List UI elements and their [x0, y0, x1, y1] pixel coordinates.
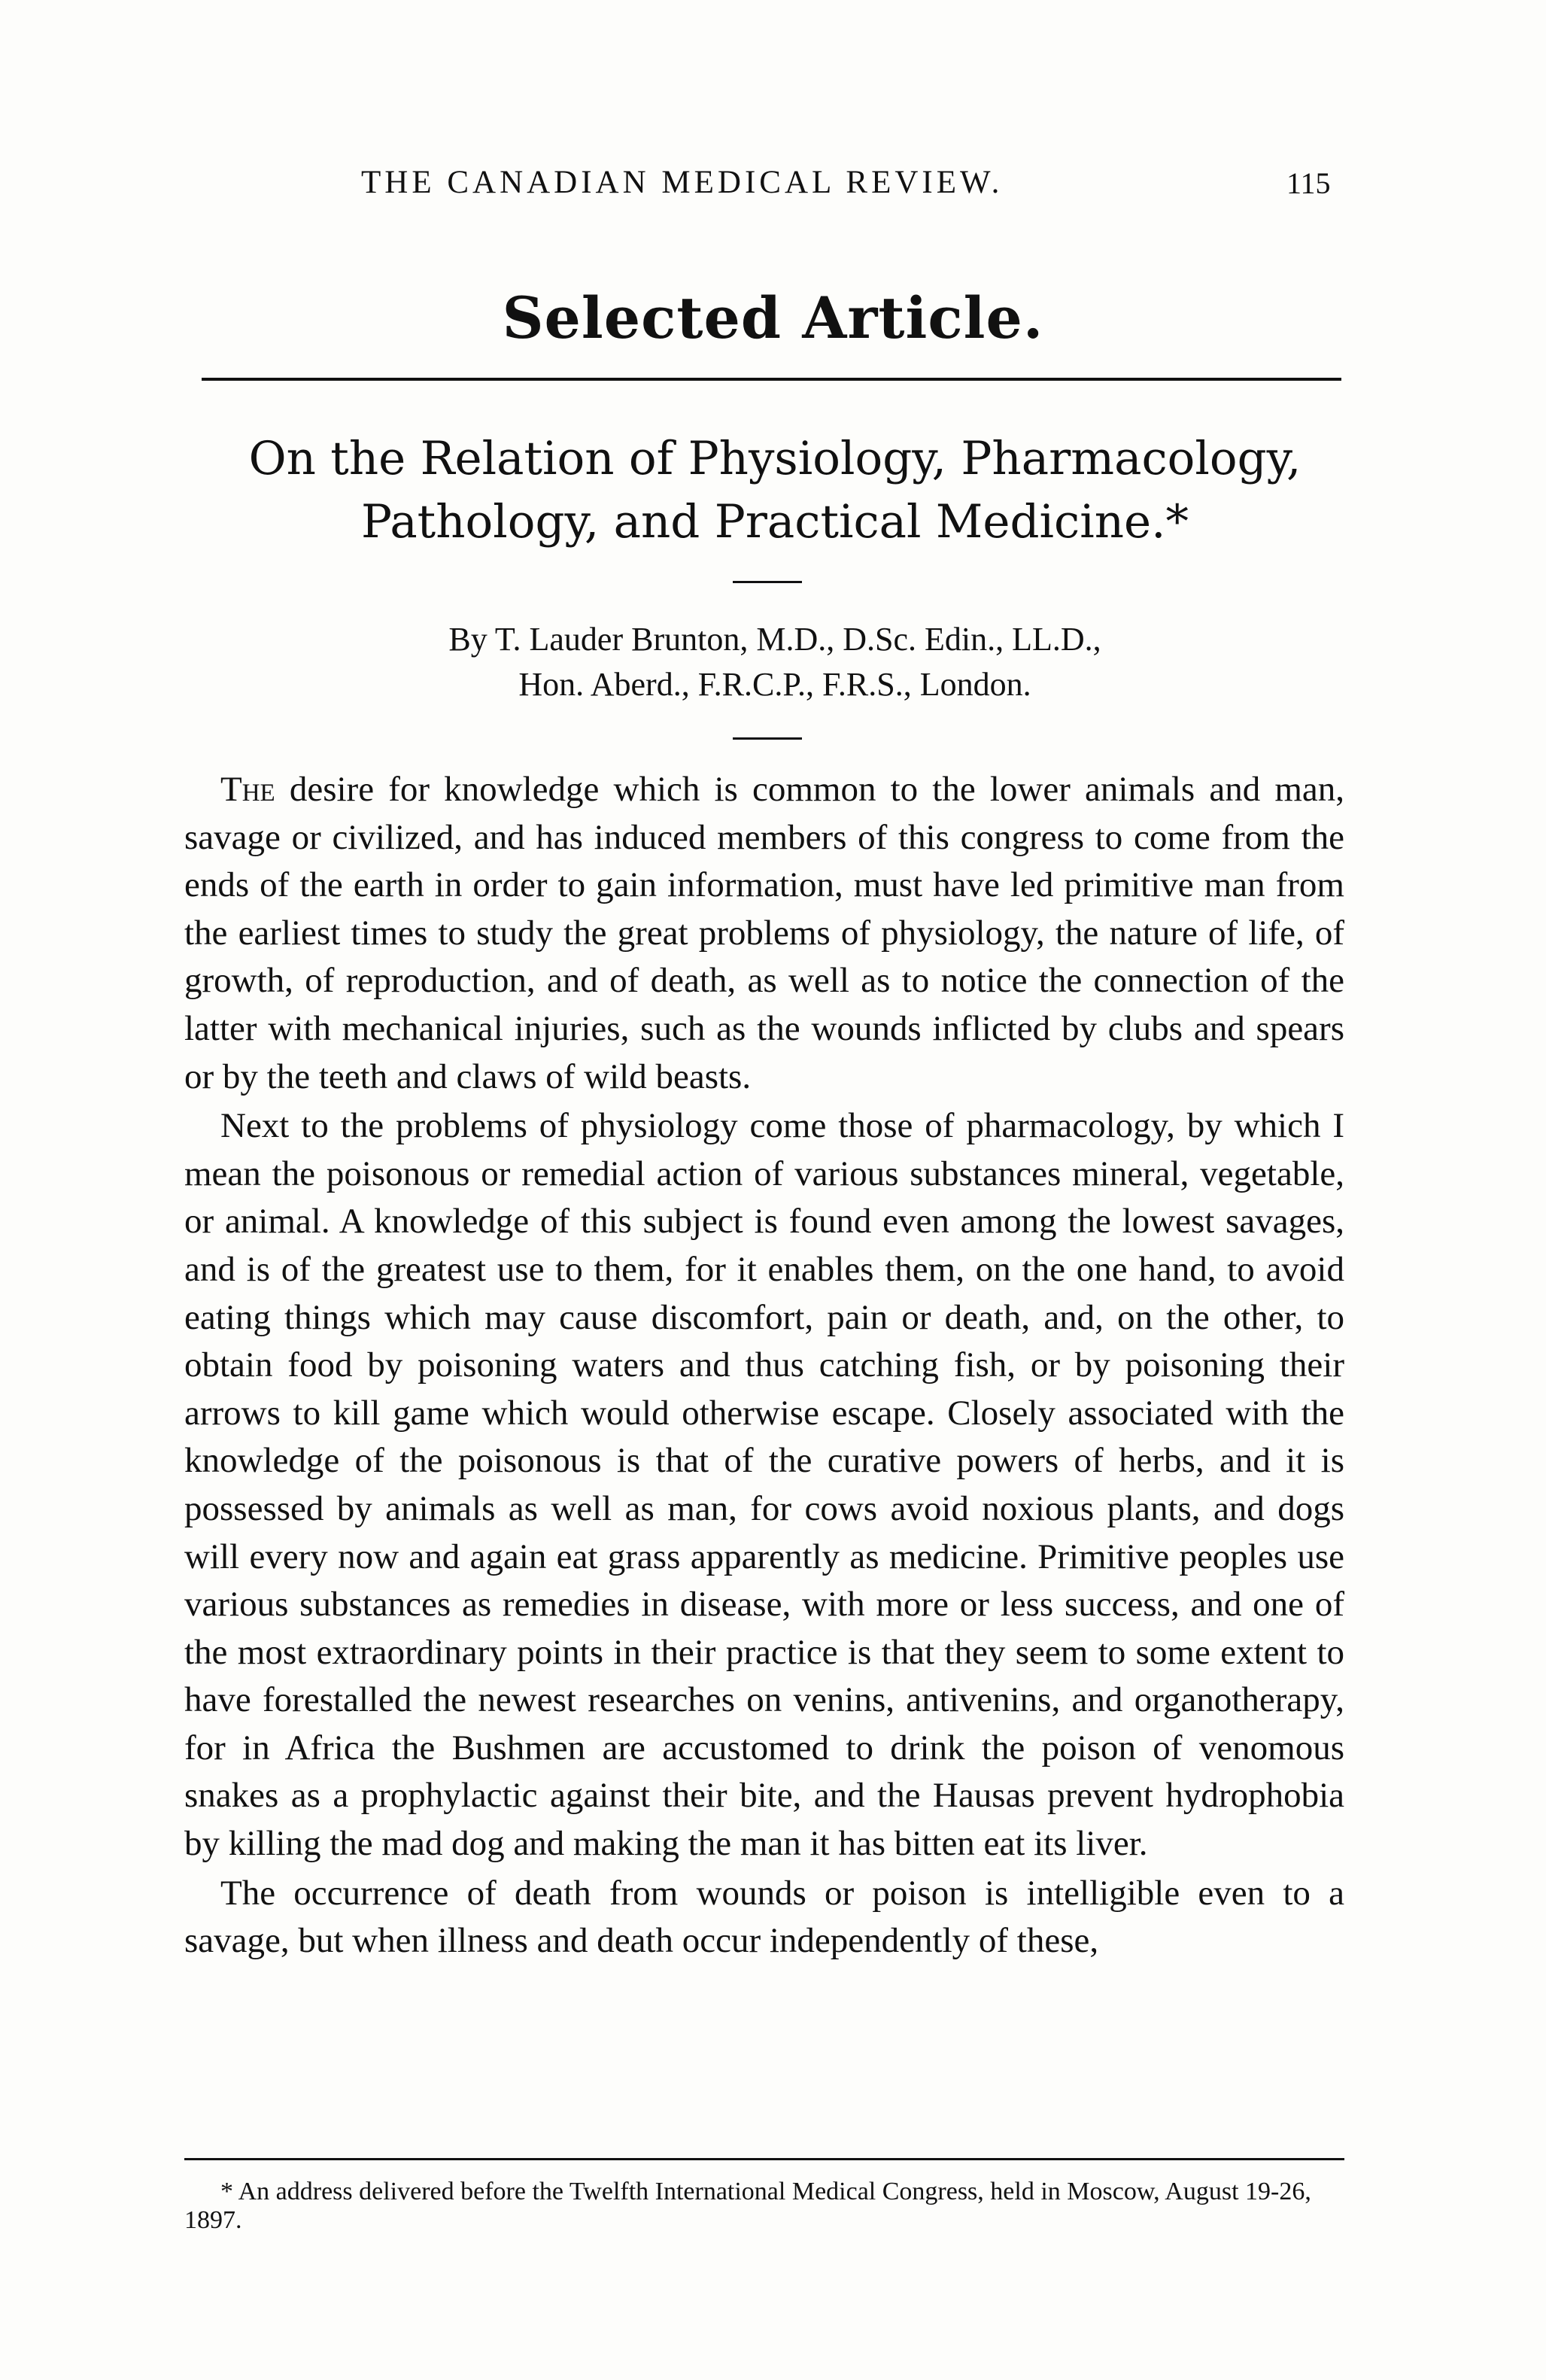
lead-word: The: [220, 770, 275, 809]
byline-line: Hon. Aberd., F.R.C.P., F.R.S., London.: [518, 666, 1031, 703]
footnote: * An address delivered before the Twelfth International Medical Congress, held in Moscow, August 19-26, 1897.: [184, 2178, 1311, 2234]
running-head: THE CANADIAN MEDICAL REVIEW.: [361, 165, 1004, 200]
paragraph: The occurrence of death from wounds or poison is intelligible even to a savage, but when illness and death occur independently of these,: [184, 1873, 1344, 1961]
article-title-line: On the Relation of Physiology, Pharmacology,: [248, 432, 1301, 485]
divider-rule: [733, 737, 802, 740]
paragraph-text: desire for knowledge which is common to the lower animals and man, savage or civilized, and has induced members of this congress to come from the ends of the earth in order to gain information, must have led primitive man from the earliest times to study the great problems of physiology, the nature of life, of growth, of reproduction, and of death, as well as to notice the connection of the latter with mechanical injuries, such as the wounds inflicted by clubs and spears or by the teeth and claws of wild beasts.: [184, 770, 1344, 1096]
article-title-line: Pathology, and Practical Medicine.*: [361, 495, 1189, 549]
section-title: Selected Article.: [502, 284, 1044, 351]
byline-line: By T. Lauder Brunton, M.D., D.Sc. Edin., LL.D.,: [448, 621, 1101, 658]
byline: [248, 617, 1301, 707]
paragraph: Next to the problems of physiology come those of pharmacology, by which I mean the poisonous or remedial action of various substances mineral, vegetable, or animal. A knowledge of this subject is found even among the lowest savages, and is of the greatest use to them, for it enables them, on the one hand, to avoid eating things which may cause discomfort, pain or death, and, on the other, to obtain food by poisoning waters and thus catching fish, or by poisoning their arrows to kill game which would otherwise escape. Closely associated with the knowledge of the poisonous is that of the curative powers of herbs, and it is possessed by animals as well as man, for cows avoid noxious plants, and dogs will every now and again eat grass apparently as medicine. Primitive peoples use various substances as remedies in disease, with more or less success, and one of the most extraordinary points in their practice is that they seem to some extent to have forestalled the newest researches on venins, antivenins, and organotherapy, for in Africa the Bushmen are accustomed to drink the poison of venomous snakes as a prophylactic against their bite, and the Hausas prevent hydrophobia by killing the mad dog and making the man it has bitten eat its liver.: [184, 1106, 1344, 1864]
footnote-rule: [184, 2158, 1344, 2160]
divider-rule: [733, 581, 802, 583]
title-rule: [202, 378, 1341, 381]
article-body: [184, 766, 1344, 1965]
article-title: [226, 427, 1324, 554]
page-number: 115: [1286, 166, 1331, 200]
paragraph: [184, 766, 1344, 1101]
